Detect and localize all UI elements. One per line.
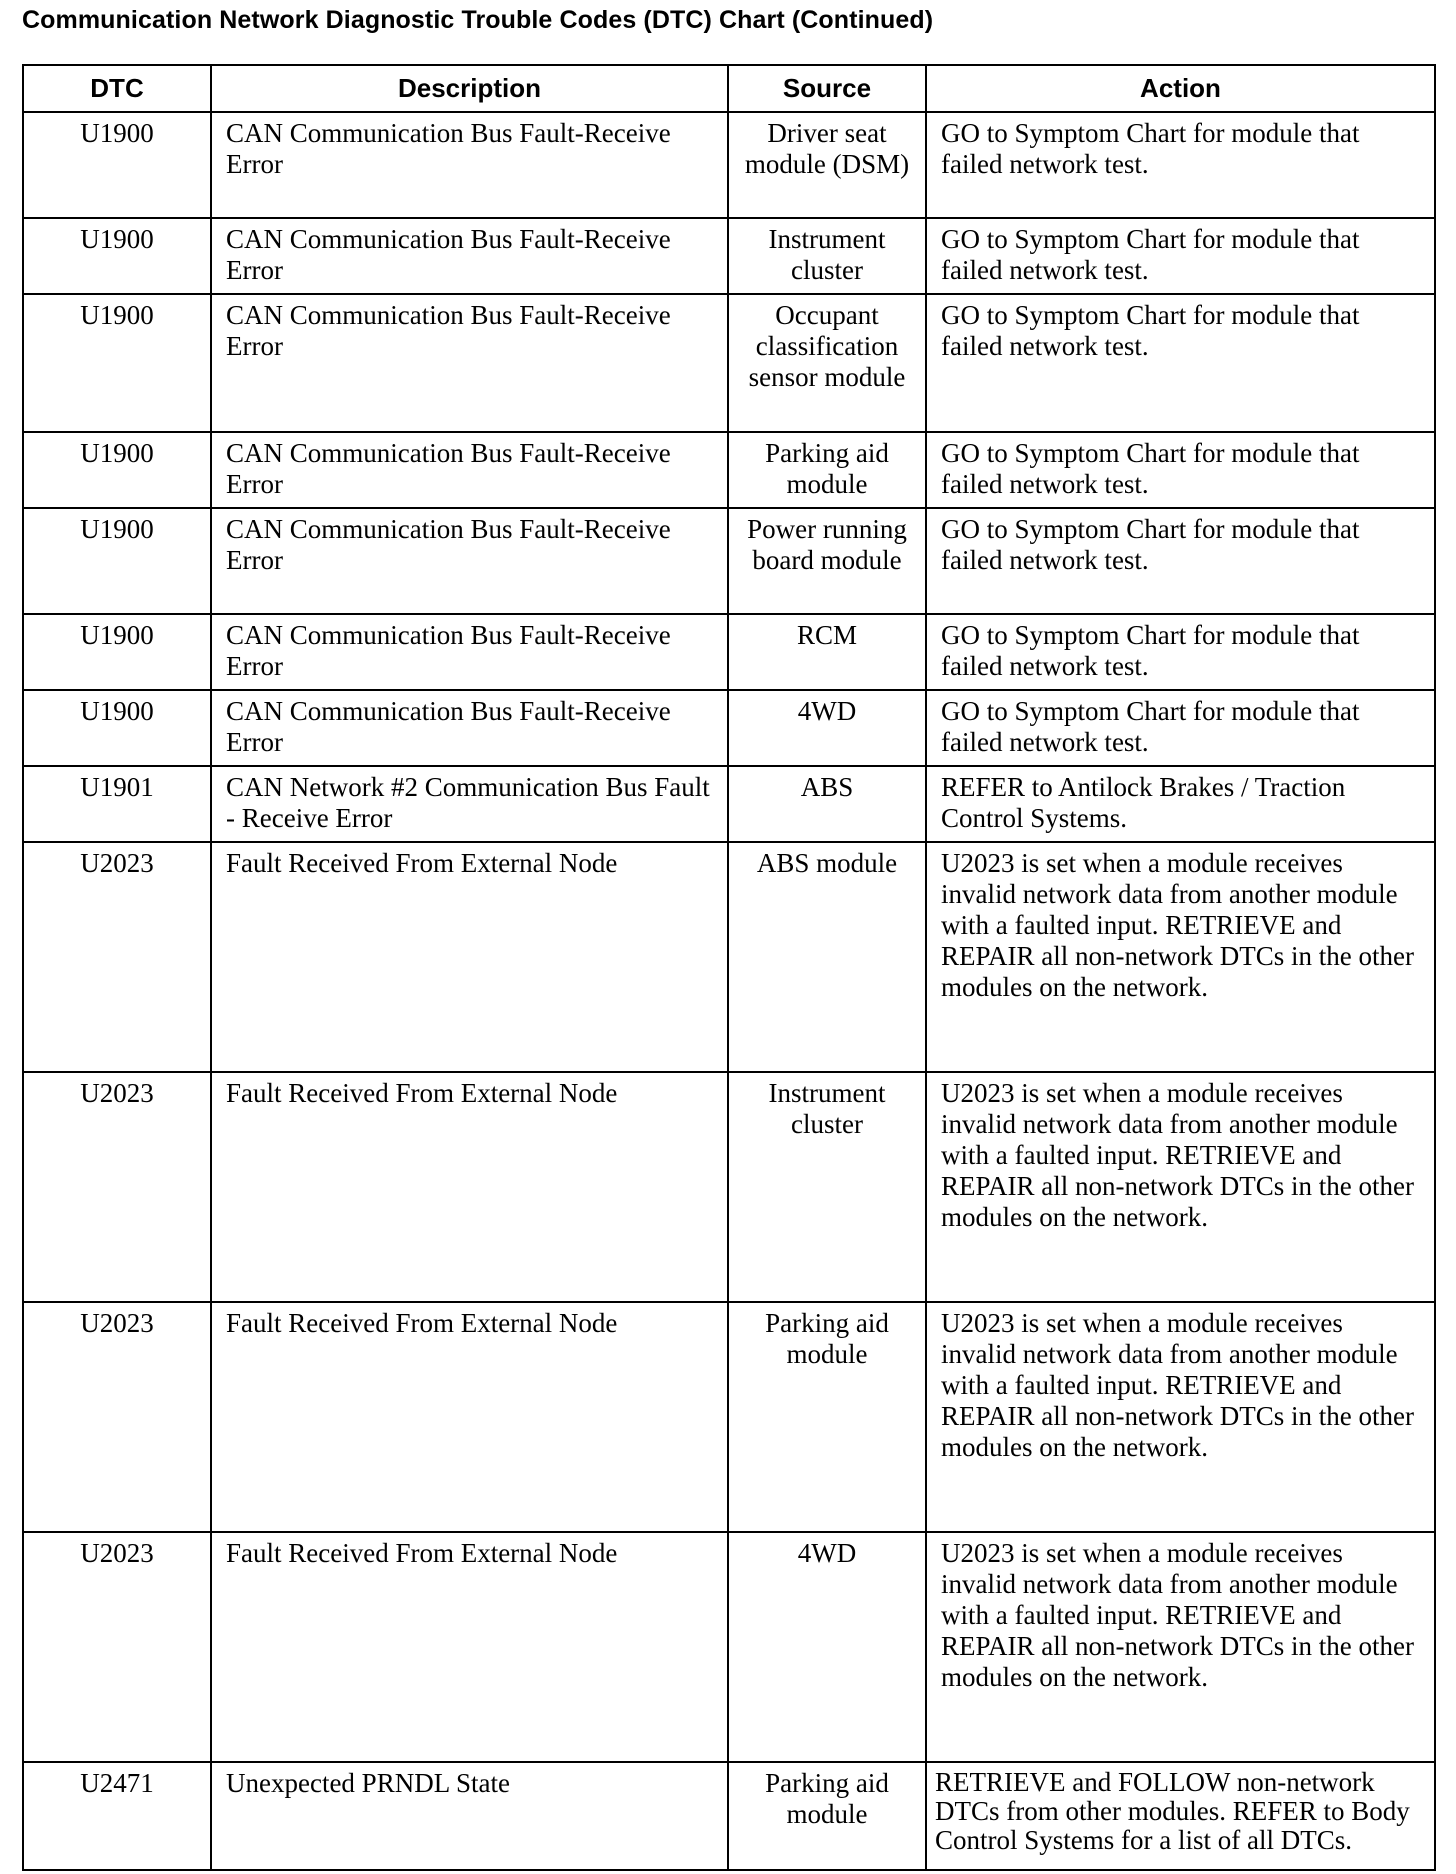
dtc-cell: U1900 xyxy=(23,432,211,508)
dtc-cell: U1900 xyxy=(23,508,211,614)
table-row xyxy=(23,218,1435,294)
dtc-cell: U1900 xyxy=(23,112,211,218)
header-dtc: DTC xyxy=(23,65,211,112)
source-cell: 4WD xyxy=(728,690,926,766)
description-cell: CAN Communication Bus Fault-Receive Error xyxy=(211,432,728,508)
header-action: Action xyxy=(926,65,1435,112)
action-cell: U2023 is set when a module receives invalid network data from another module with a faulted input. RETRIEVE and REPAIR all non-network DTCs in the other modules on the network. xyxy=(926,1532,1435,1762)
action-cell: GO to Symptom Chart for module that failed network test. xyxy=(926,508,1435,614)
action-cell: U2023 is set when a module receives invalid network data from another module with a faulted input. RETRIEVE and REPAIR all non-network DTCs in the other modules on the network. xyxy=(926,1072,1435,1302)
table-row xyxy=(23,508,1435,614)
action-cell: GO to Symptom Chart for module that failed network test. xyxy=(926,432,1435,508)
source-cell: 4WD xyxy=(728,1532,926,1762)
table-row xyxy=(23,1532,1435,1762)
dtc-cell: U2023 xyxy=(23,1532,211,1762)
description-cell: Unexpected PRNDL State xyxy=(211,1762,728,1870)
source-cell: RCM xyxy=(728,614,926,690)
description-cell: CAN Network #2 Communication Bus Fault - Receive Error xyxy=(211,766,728,842)
description-cell: CAN Communication Bus Fault-Receive Error xyxy=(211,690,728,766)
source-cell: Parking aid module xyxy=(728,432,926,508)
action-cell: RETRIEVE and FOLLOW non-network DTCs from other modules. REFER to Body Control Systems for a list of all DTCs. xyxy=(926,1762,1435,1870)
description-cell: Fault Received From External Node xyxy=(211,842,728,1072)
dtc-cell: U1900 xyxy=(23,218,211,294)
table-row xyxy=(23,112,1435,218)
header-source: Source xyxy=(728,65,926,112)
dtc-cell: U1900 xyxy=(23,614,211,690)
source-cell: Driver seat module (DSM) xyxy=(728,112,926,218)
action-cell: GO to Symptom Chart for module that failed network test. xyxy=(926,614,1435,690)
description-cell: CAN Communication Bus Fault-Receive Error xyxy=(211,294,728,432)
dtc-cell: U2471 xyxy=(23,1762,211,1870)
description-cell: CAN Communication Bus Fault-Receive Error xyxy=(211,112,728,218)
source-cell: Parking aid module xyxy=(728,1762,926,1870)
dtc-cell: U1900 xyxy=(23,294,211,432)
source-cell: Power running board module xyxy=(728,508,926,614)
dtc-cell: U2023 xyxy=(23,1302,211,1532)
source-cell: Instrument cluster xyxy=(728,218,926,294)
source-cell: Occupant classification sensor module xyxy=(728,294,926,432)
action-cell: REFER to Antilock Brakes / Traction Control Systems. xyxy=(926,766,1435,842)
dtc-cell: U2023 xyxy=(23,842,211,1072)
action-cell: GO to Symptom Chart for module that failed network test. xyxy=(926,690,1435,766)
table-row xyxy=(23,690,1435,766)
action-cell: GO to Symptom Chart for module that failed network test. xyxy=(926,294,1435,432)
action-cell: GO to Symptom Chart for module that failed network test. xyxy=(926,112,1435,218)
dtc-cell: U1901 xyxy=(23,766,211,842)
table-row xyxy=(23,1072,1435,1302)
table-row xyxy=(23,294,1435,432)
source-cell: ABS xyxy=(728,766,926,842)
action-cell: GO to Symptom Chart for module that failed network test. xyxy=(926,218,1435,294)
table-row xyxy=(23,766,1435,842)
description-cell: Fault Received From External Node xyxy=(211,1302,728,1532)
source-cell: ABS module xyxy=(728,842,926,1072)
description-cell: CAN Communication Bus Fault-Receive Error xyxy=(211,508,728,614)
action-cell: U2023 is set when a module receives invalid network data from another module with a faulted input. RETRIEVE and REPAIR all non-network DTCs in the other modules on the network. xyxy=(926,842,1435,1072)
table-row xyxy=(23,432,1435,508)
table-row xyxy=(23,842,1435,1072)
table-row xyxy=(23,1302,1435,1532)
page-title: Communication Network Diagnostic Trouble Codes (DTC) Chart (Continued) xyxy=(22,6,934,34)
description-cell: CAN Communication Bus Fault-Receive Error xyxy=(211,218,728,294)
dtc-table xyxy=(22,64,1436,1871)
table-row xyxy=(23,1762,1435,1870)
source-cell: Instrument cluster xyxy=(728,1072,926,1302)
action-cell: U2023 is set when a module receives invalid network data from another module with a faulted input. RETRIEVE and REPAIR all non-network DTCs in the other modules on the network. xyxy=(926,1302,1435,1532)
description-cell: Fault Received From External Node xyxy=(211,1532,728,1762)
dtc-cell: U2023 xyxy=(23,1072,211,1302)
description-cell: CAN Communication Bus Fault-Receive Error xyxy=(211,614,728,690)
header-row xyxy=(23,65,1435,112)
table-row xyxy=(23,614,1435,690)
source-cell: Parking aid module xyxy=(728,1302,926,1532)
header-description: Description xyxy=(211,65,728,112)
dtc-cell: U1900 xyxy=(23,690,211,766)
description-cell: Fault Received From External Node xyxy=(211,1072,728,1302)
